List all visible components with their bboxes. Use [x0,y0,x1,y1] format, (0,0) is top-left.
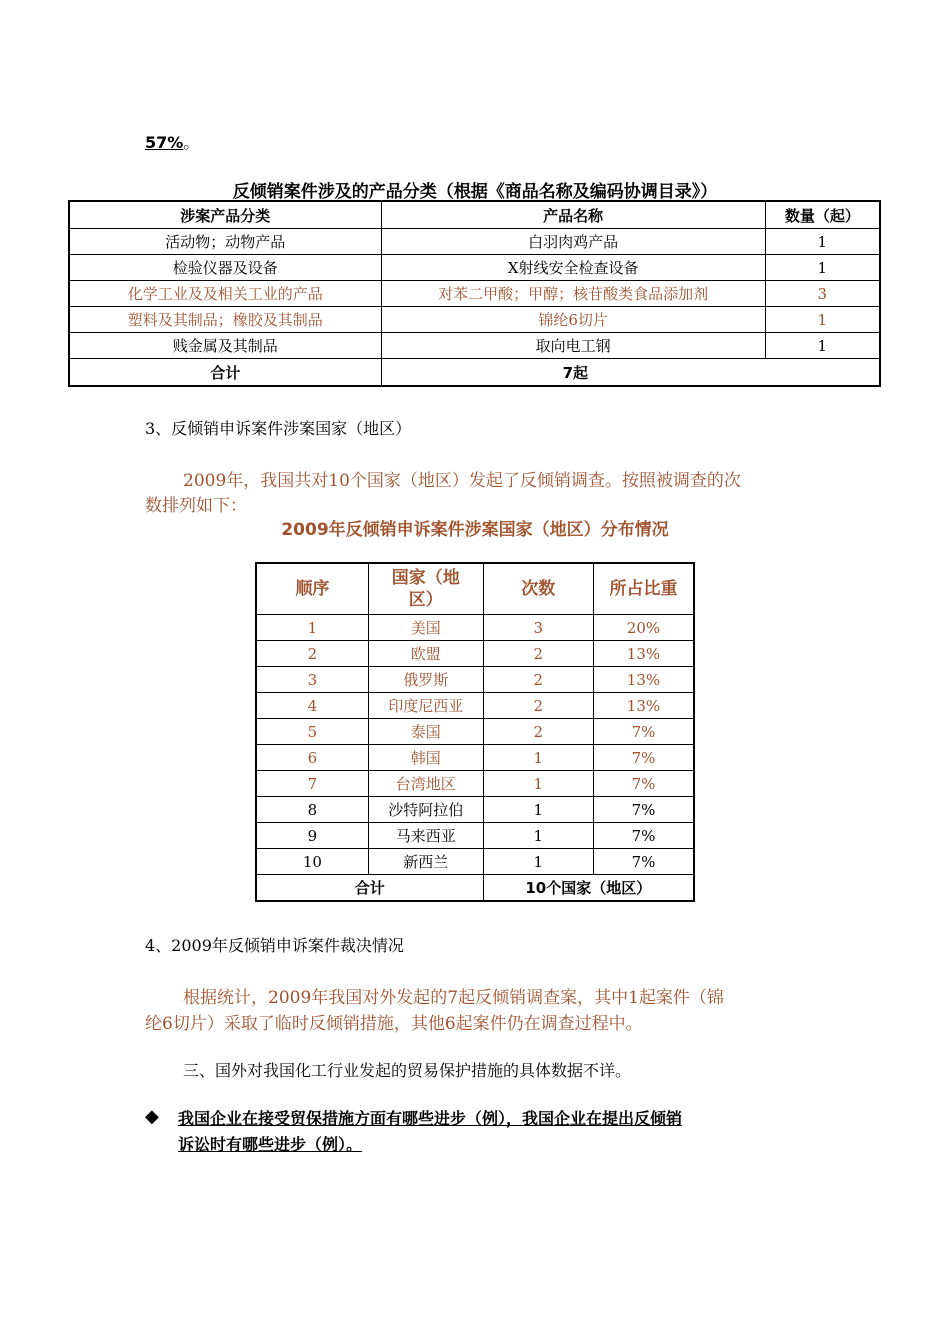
cell-share: 7% [593,797,694,823]
cell-times: 2 [483,719,593,745]
cell-count: 1 [765,229,880,255]
bullet-line2: 诉讼时有哪些进步（例）。 [178,1135,363,1154]
cell-times: 1 [483,797,593,823]
cell-times: 1 [483,823,593,849]
cell-category: 化学工业及及相关工业的产品 [69,281,381,307]
header-share: 所占比重 [593,563,694,615]
table-row [69,281,880,307]
table-row [256,693,694,719]
total-label: 合计 [256,875,483,902]
section3-heading: 3、反倾销申诉案件涉案国家（地区） [145,419,412,438]
cell-times: 3 [483,615,593,641]
header-times: 次数 [483,563,593,615]
intro-percent: 57% [145,133,184,152]
table-total-row [69,359,880,387]
cell-country: 马来西亚 [368,823,483,849]
cell-product: 取向电工钢 [381,333,765,359]
table-row [256,667,694,693]
country-distribution-table [255,562,695,902]
cell-country: 欧盟 [368,641,483,667]
cell-order: 8 [256,797,368,823]
table-row [256,797,694,823]
table-row [256,849,694,875]
section-three-text: 三、国外对我国化工行业发起的贸易保护措施的具体数据不详。 [183,1061,632,1080]
cell-order: 9 [256,823,368,849]
header-order: 顺序 [256,563,368,615]
cell-share: 7% [593,823,694,849]
cell-order: 5 [256,719,368,745]
section3-paragraph-line1: 2009年，我国共对10个国家（地区）发起了反倾销调查。按照被调查的次 [183,471,741,491]
header-product: 产品名称 [381,201,765,229]
bullet-line1: 我国企业在接受贸保措施方面有哪些进步（例），我国企业在提出反倾销 [178,1109,683,1128]
cell-count: 1 [765,307,880,333]
cell-country: 韩国 [368,745,483,771]
total-label: 合计 [69,359,381,387]
product-category-table [68,200,881,387]
cell-category: 活动物；动物产品 [69,229,381,255]
cell-order: 2 [256,641,368,667]
cell-country: 新西兰 [368,849,483,875]
cell-share: 7% [593,771,694,797]
cell-country: 印度尼西亚 [368,693,483,719]
table-row [69,307,880,333]
cell-product: X射线安全检查设备 [381,255,765,281]
section4-paragraph-line2: 纶6切片）采取了临时反倾销措施，其他6起案件仍在调查过程中。 [145,1014,643,1034]
section4-heading: 4、2009年反倾销申诉案件裁决情况 [145,936,404,955]
cell-order: 3 [256,667,368,693]
section4-paragraph-line1: 根据统计，2009年我国对外发起的7起反倾销调查案，其中1起案件（锦 [183,988,724,1008]
table-row [256,823,694,849]
cell-country: 台湾地区 [368,771,483,797]
cell-category: 贱金属及其制品 [69,333,381,359]
cell-order: 10 [256,849,368,875]
table-row [256,719,694,745]
table-row [256,615,694,641]
cell-share: 7% [593,719,694,745]
cell-share: 13% [593,667,694,693]
cell-share: 13% [593,693,694,719]
table-total-row [256,875,694,902]
intro-suffix: 。 [183,133,200,152]
header-category: 涉案产品分类 [69,201,381,229]
cell-order: 6 [256,745,368,771]
cell-share: 7% [593,745,694,771]
cell-product: 锦纶6切片 [381,307,765,333]
cell-times: 1 [483,771,593,797]
intro-line [145,130,199,153]
table-row [69,229,880,255]
table1-title: 反倾销案件涉及的产品分类（根据《商品名称及编码协调目录》） [232,182,718,202]
cell-product: 对苯二甲酸；甲醇；核苷酸类食品添加剂 [381,281,765,307]
cell-times: 2 [483,693,593,719]
table-row [256,771,694,797]
cell-times: 1 [483,849,593,875]
table2-title: 2009年反倾销申诉案件涉案国家（地区）分布情况 [281,520,669,540]
cell-count: 1 [765,255,880,281]
cell-share: 7% [593,849,694,875]
header-count: 数量（起） [765,201,880,229]
cell-category: 检验仪器及设备 [69,255,381,281]
total-value: 10个国家（地区） [483,875,694,902]
cell-times: 1 [483,745,593,771]
cell-share: 20% [593,615,694,641]
table-header-row [69,201,880,229]
section3-paragraph-line2: 数排列如下： [145,496,247,516]
table-row [256,641,694,667]
table-row [69,255,880,281]
diamond-bullet-icon: ◆ [145,1106,159,1127]
cell-order: 7 [256,771,368,797]
total-value: 7起 [381,359,880,387]
cell-count: 3 [765,281,880,307]
cell-count: 1 [765,333,880,359]
table-row [69,333,880,359]
cell-product: 白羽肉鸡产品 [381,229,765,255]
table-header-row [256,563,694,615]
cell-order: 4 [256,693,368,719]
header-country: 国家（地区） [368,563,483,615]
cell-country: 俄罗斯 [368,667,483,693]
table-row [256,745,694,771]
cell-times: 2 [483,667,593,693]
cell-order: 1 [256,615,368,641]
cell-category: 塑料及其制品；橡胶及其制品 [69,307,381,333]
cell-share: 13% [593,641,694,667]
cell-country: 美国 [368,615,483,641]
cell-times: 2 [483,641,593,667]
cell-country: 泰国 [368,719,483,745]
cell-country: 沙特阿拉伯 [368,797,483,823]
